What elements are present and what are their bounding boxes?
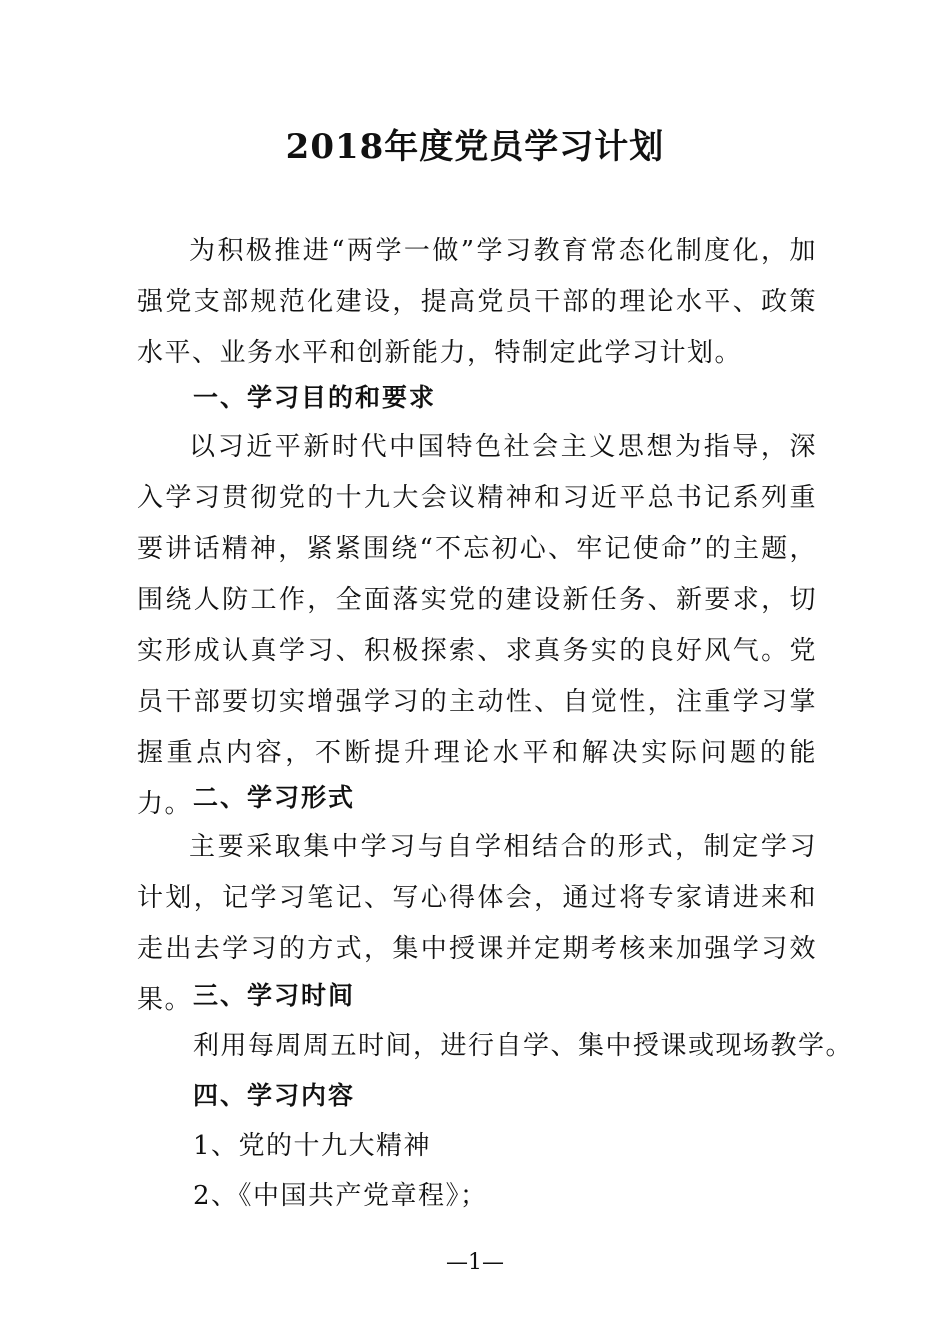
section-heading-1: 一、学习目的和要求 xyxy=(193,383,437,412)
document-title: 2018年度党员学习计划 xyxy=(285,127,665,167)
section-heading-2: 二、学习形式 xyxy=(193,783,356,812)
section-heading-3: 三、学习时间 xyxy=(193,981,356,1010)
list-item: 1、党的十九大精神 xyxy=(193,1131,432,1161)
intro-paragraph: 为积极推进“两学一做”学习教育常态化制度化，加强党支部规范化建设，提高党员干部的理论水平、政策水平、业务水平和创新能力，特制定此学习计划。 xyxy=(137,236,817,368)
section-heading-4: 四、学习内容 xyxy=(193,1081,356,1110)
section-1-block xyxy=(137,422,817,830)
list-item: 2、《中国共产党章程》； xyxy=(193,1181,488,1211)
section-1-paragraph: 以习近平新时代中国特色社会主义思想为指导，深入学习贯彻党的十九大会议精神和习近平总书记系列重要讲话精神，紧紧围绕“不忘初心、牢记使命”的主题，围绕人防工作，全面落实党的建设新任务、新要求，切实形成认真学习、积极探索、求真务实的良好风气。党员干部要切实增强学习的主动性、自觉性，注重学习掌握重点内容，不断提升理论水平和解决实际问题的能力。 xyxy=(137,432,817,819)
section-3-paragraph: 利用每周周五时间，进行自学、集中授课或现场教学。 xyxy=(193,1031,854,1061)
intro-block xyxy=(137,226,817,379)
section-2-paragraph: 主要采取集中学习与自学相结合的形式，制定学习计划，记学习笔记、写心得体会，通过将专家请进来和走出去学习的方式，集中授课并定期考核来加强学习效果。 xyxy=(137,832,817,1015)
page-number: —1— xyxy=(446,1250,504,1275)
